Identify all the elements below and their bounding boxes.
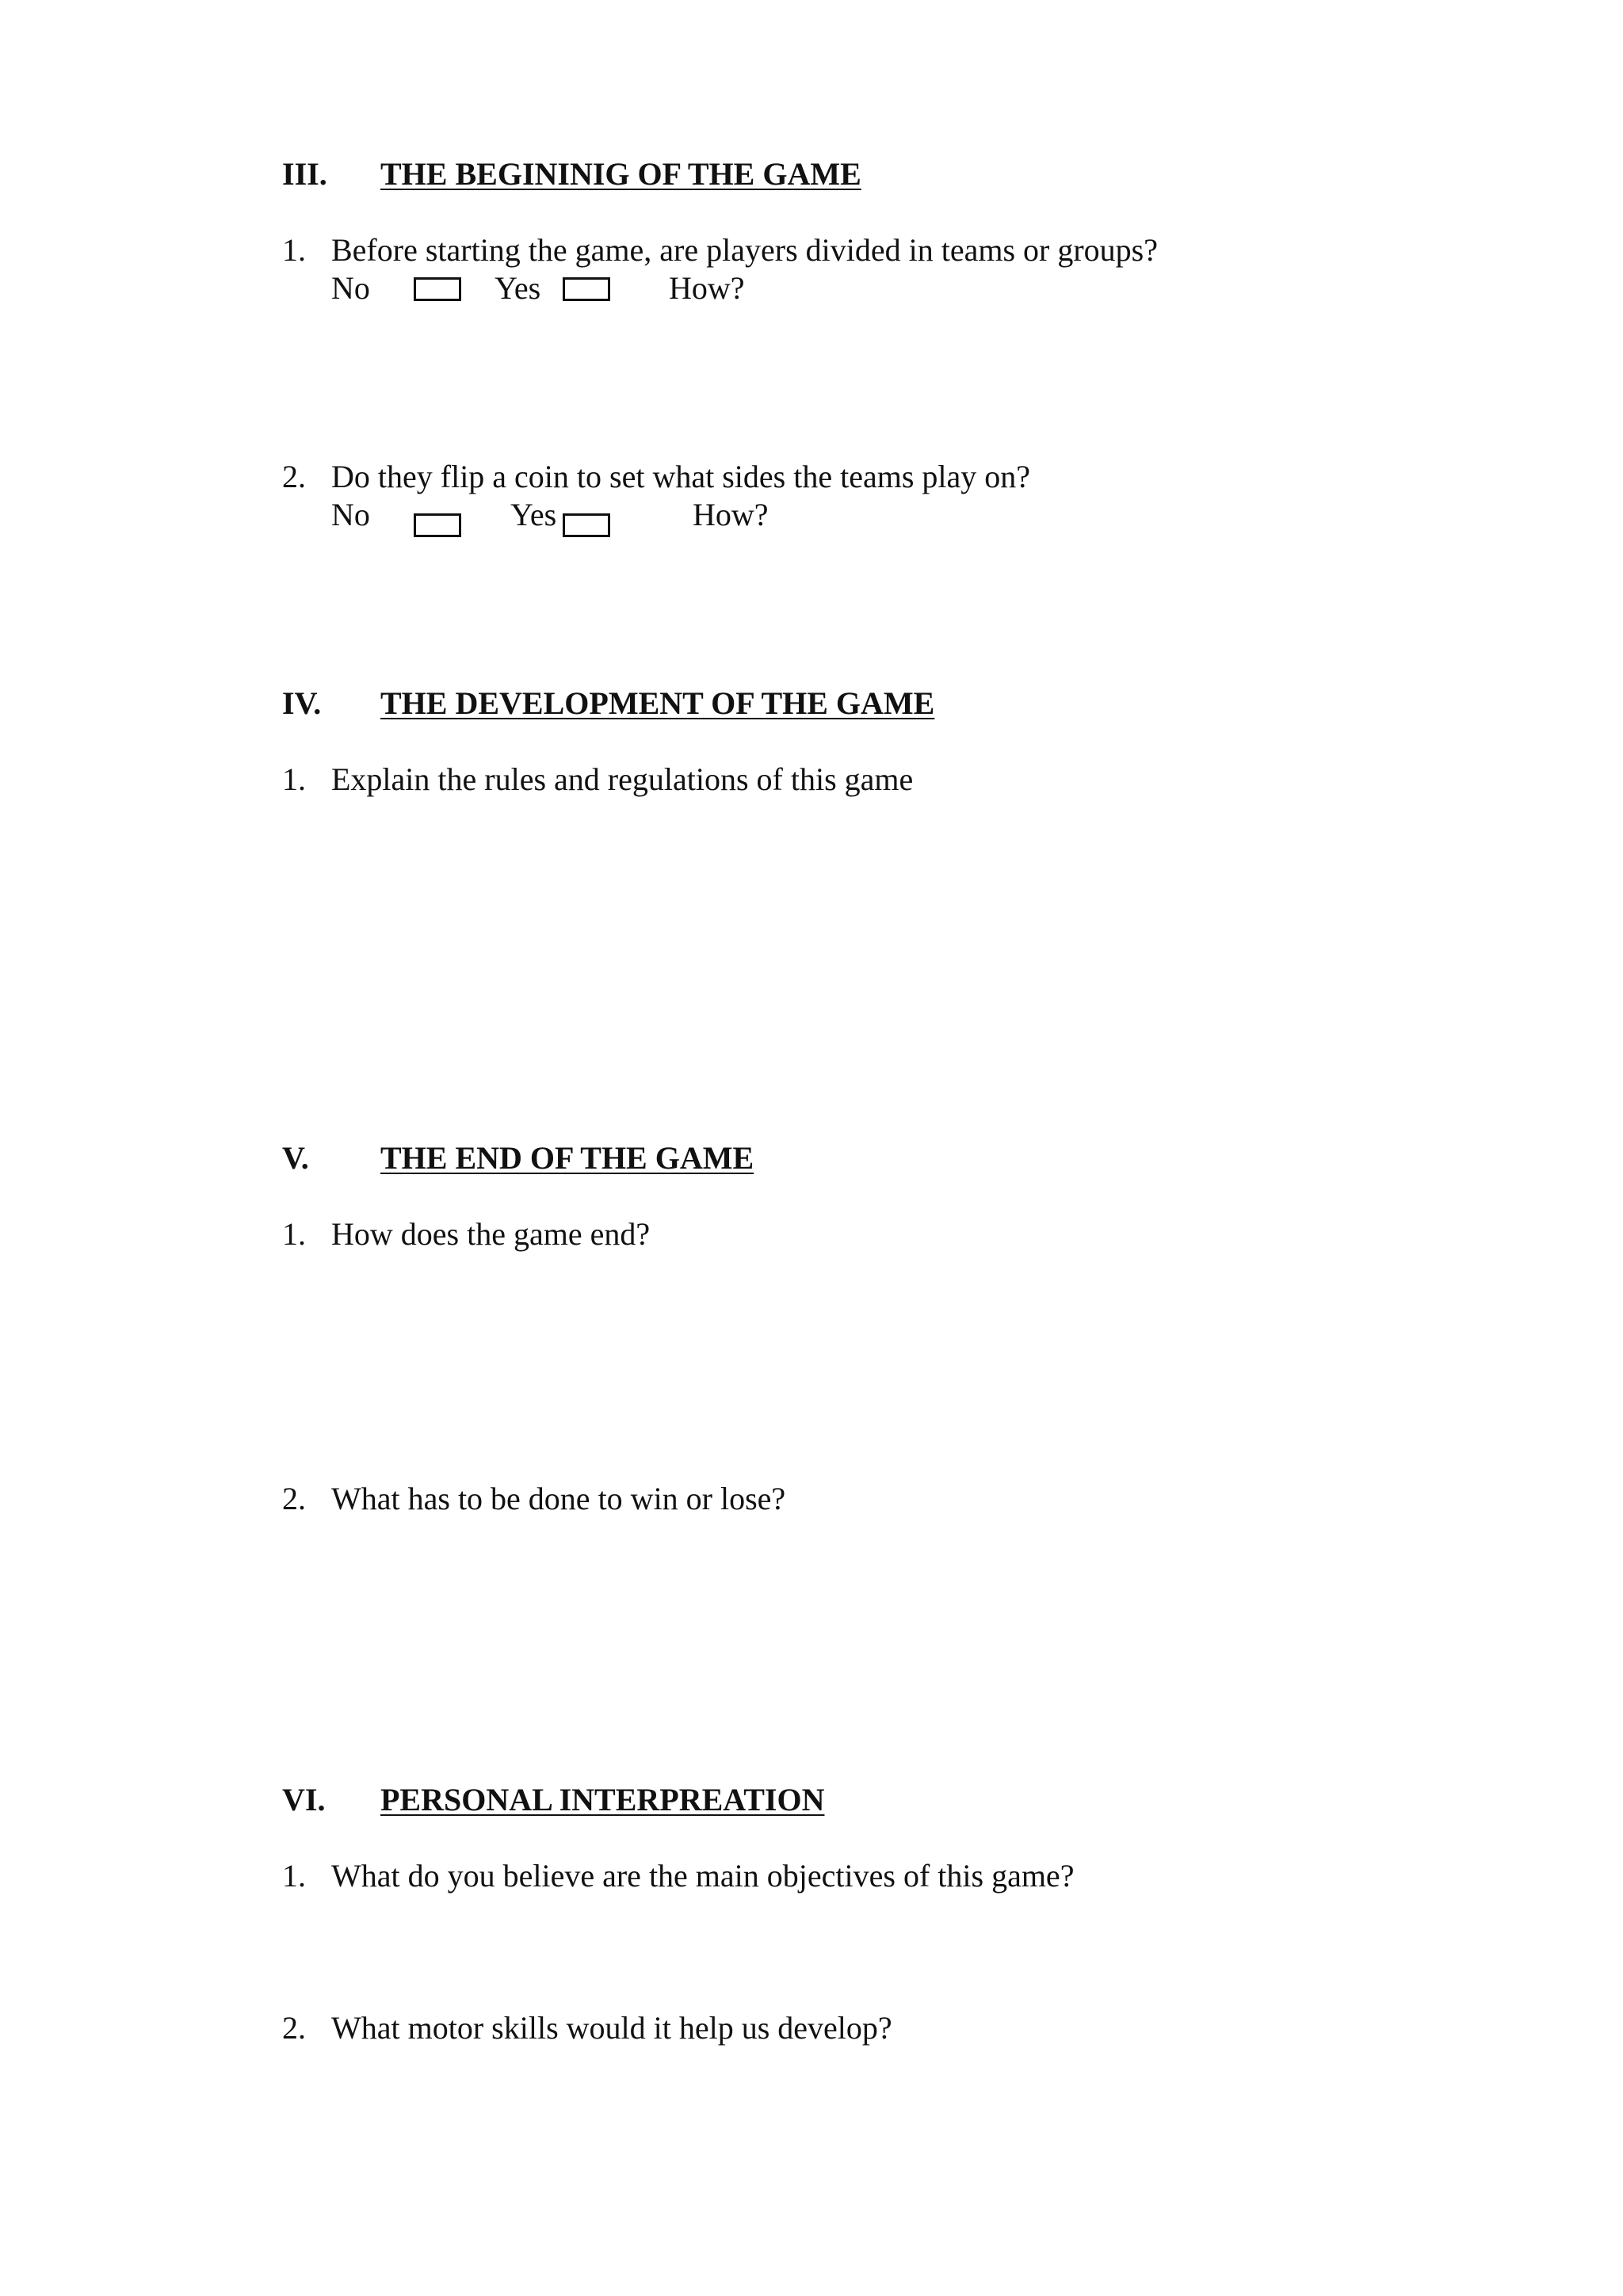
no-checkbox[interactable] (414, 277, 461, 301)
section-number: III. (282, 156, 327, 192)
question-text: What do you believe are the main objectives of this game? (331, 1858, 1075, 1894)
yes-label: Yes (510, 497, 557, 532)
question-number: 1. (282, 761, 306, 797)
how-label: How? (693, 497, 769, 532)
question-number: 2. (282, 459, 306, 494)
no-label: No (331, 497, 370, 532)
yes-checkbox[interactable] (563, 513, 610, 537)
question-text: What motor skills would it help us develop? (331, 2010, 892, 2046)
section-title: THE DEVELOPMENT OF THE GAME (380, 685, 935, 721)
question-number: 1. (282, 1858, 306, 1894)
section-number: V. (282, 1140, 309, 1176)
yes-checkbox[interactable] (563, 277, 610, 301)
no-checkbox[interactable] (414, 513, 461, 537)
question-number: 1. (282, 232, 306, 268)
question-number: 1. (282, 1216, 306, 1252)
question-text: How does the game end? (331, 1216, 651, 1252)
question-text: Before starting the game, are players divided in teams or groups? (331, 232, 1158, 268)
no-label: No (331, 270, 370, 306)
question-text: What has to be done to win or lose? (331, 1481, 786, 1516)
section-number: IV. (282, 685, 322, 721)
question-number: 2. (282, 2010, 306, 2046)
question-text: Do they flip a coin to set what sides the teams play on? (331, 459, 1031, 494)
section-title: THE END OF THE GAME (380, 1140, 754, 1176)
question-number: 2. (282, 1481, 306, 1516)
section-number: VI. (282, 1782, 326, 1817)
section-title: THE BEGININIG OF THE GAME (380, 156, 861, 192)
section-title: PERSONAL INTERPREATION (380, 1782, 825, 1817)
yes-label: Yes (495, 270, 541, 306)
question-text: Explain the rules and regulations of this game (331, 761, 914, 797)
how-label: How? (669, 270, 745, 306)
